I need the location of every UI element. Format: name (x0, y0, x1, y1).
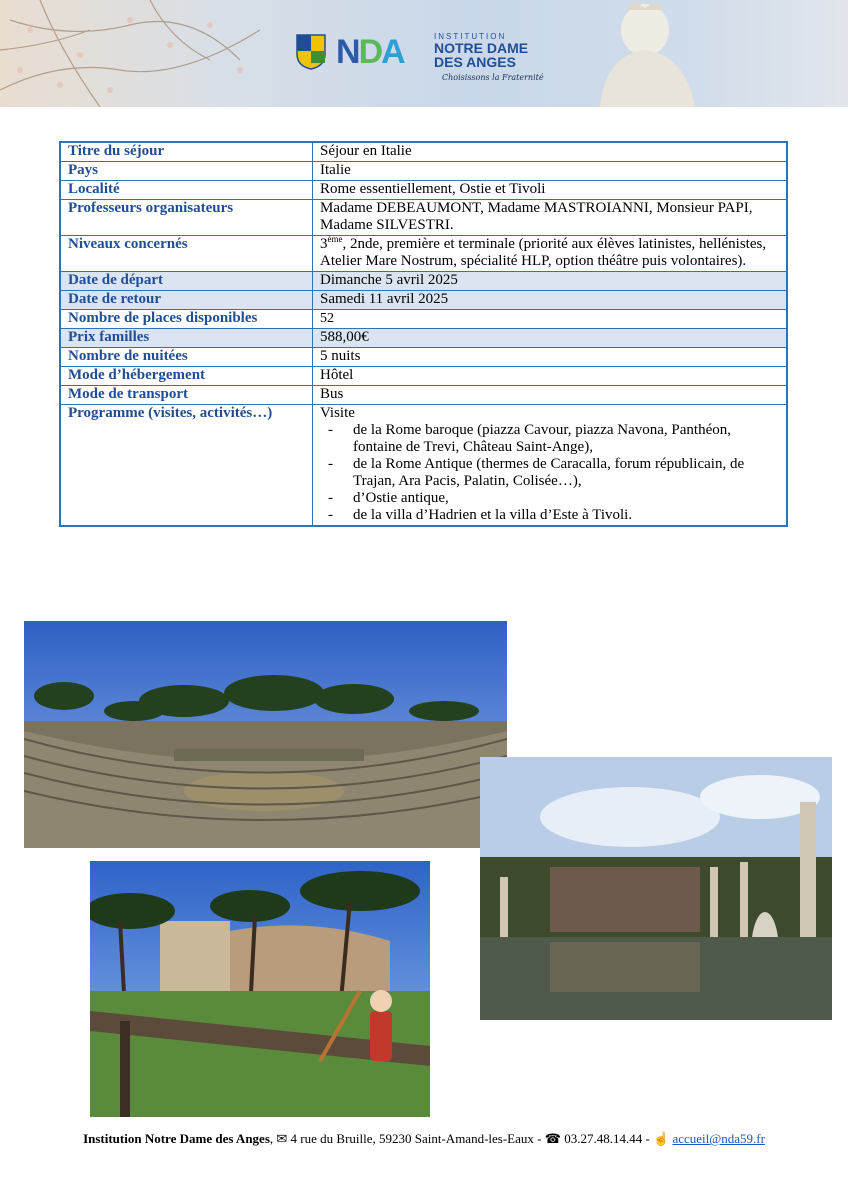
statue-image (575, 0, 715, 107)
header-banner (0, 0, 848, 107)
school-logo (296, 30, 556, 90)
villa-hadrian-photo (480, 757, 832, 1020)
colosseum-photo (90, 861, 430, 1117)
table-row: Niveaux concernés 3ème, 2nde, première et terminale (priorité aux élèves latinistes, hellénistes, Atelier Mare Nostrum, spécialité HLP, option théâtre puis volontaires). (60, 236, 787, 272)
institution-name: INSTITUTION NOTRE DAME DES ANGES Choisissons la Fraternité (434, 32, 544, 82)
email-link[interactable]: accueil@nda59.fr (672, 1131, 765, 1146)
table-row: Localité Rome essentiellement, Ostie et Tivoli (60, 181, 787, 200)
motto: Choisissons la Fraternité (442, 73, 544, 82)
list-item: - de la Rome baroque (piazza Cavour, piazza Navona, Panthéon, fontaine de Trevi, Château Saint-Ange), (328, 422, 731, 455)
footer-institution: Institution Notre Dame des Anges (83, 1131, 270, 1146)
footer-address: 4 rue du Bruille, 59230 Saint-Amand-les-Eaux (290, 1131, 534, 1146)
table-row: Mode d’hébergement Hôtel (60, 367, 787, 386)
table-row: Nombre de places disponibles 52 (60, 310, 787, 329)
ostia-theatre-photo (24, 621, 507, 848)
programme-list (320, 422, 780, 524)
footer-phone: 03.27.48.14.44 (564, 1131, 643, 1146)
phone-icon: ☎ (544, 1131, 561, 1146)
table-row: Pays Italie (60, 162, 787, 181)
branches-decoration (0, 0, 300, 107)
table-row: Date de retour Samedi 11 avril 2025 (60, 291, 787, 310)
footer: Institution Notre Dame des Anges, ✉ 4 rue du Bruille, 59230 Saint-Amand-les-Eaux - ☎ 03.27.48.14.44 - ☝ accueil@nda59.fr (83, 1131, 765, 1146)
mail-icon: ✉ (276, 1131, 288, 1146)
nda-logo-letters: NDA (336, 33, 404, 71)
table-row: Date de départ Dimanche 5 avril 2025 (60, 272, 787, 291)
list-item: - de la villa d’Hadrien et la villa d’Este à Tivoli. (328, 507, 633, 523)
table-row: Programme (visites, activités…) Visite - de la Rome baroque (piazza Cavour, piazza Navona, Panthéon, fontaine de Trevi, Château Saint-Ange), - de la Rome Antique (thermes de Caracalla, forum républicain, de Trajan, Ara Pacis, Palatin, Colisée…), - d’Ostie antique, - de la villa d’Hadrien et la villa d’Este à Tivoli. (60, 405, 787, 527)
trip-info-table (59, 141, 788, 527)
table-row: Titre du séjour Séjour en Italie (60, 142, 787, 162)
table-row: Professeurs organisateurs Madame DEBEAUMONT, Madame MASTROIANNI, Monsieur PAPI, Madame SILVESTRI. (60, 200, 787, 236)
list-item: - d’Ostie antique, (328, 490, 449, 506)
table-row: Mode de transport Bus (60, 386, 787, 405)
table-row: Nombre de nuitées 5 nuits (60, 348, 787, 367)
cursor-icon: ☝ (653, 1131, 670, 1146)
coat-of-arms-icon (296, 34, 326, 70)
table-row: Prix familles 588,00€ (60, 329, 787, 348)
list-item: - de la Rome Antique (thermes de Caracalla, forum républicain, de Trajan, Ara Pacis, Palatin, Colisée…), (328, 456, 745, 489)
